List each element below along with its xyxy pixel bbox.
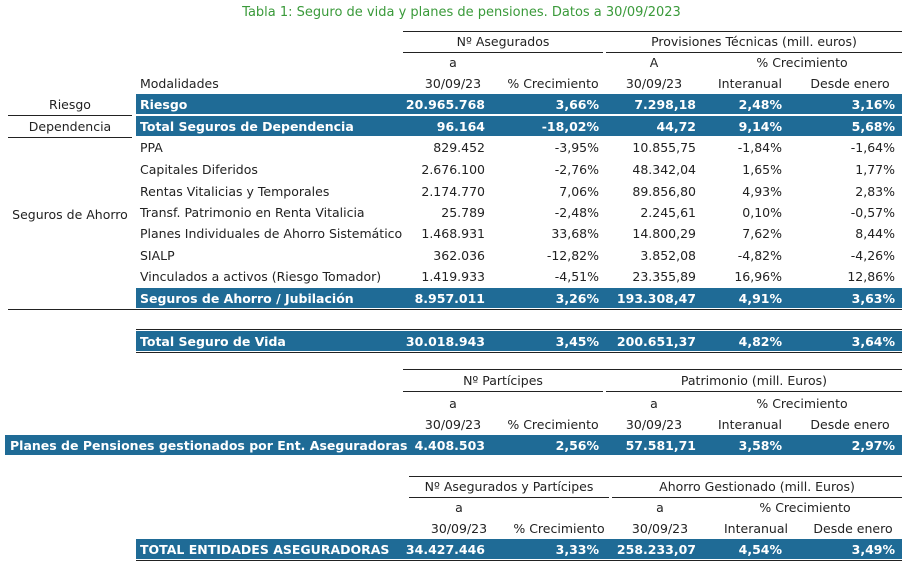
cell: -12,82% bbox=[546, 248, 599, 263]
cell: 2,56% bbox=[555, 438, 599, 453]
cell: 8,44% bbox=[855, 226, 895, 241]
header-date: 30/09/23 bbox=[430, 521, 488, 536]
row-label: Vinculados a activos (Riesgo Tomador) bbox=[140, 269, 382, 284]
divider bbox=[403, 31, 902, 32]
divider bbox=[136, 560, 902, 561]
cell: -2,48% bbox=[554, 205, 599, 220]
header-crec-col: % Crecimiento bbox=[507, 417, 599, 432]
header-interanual: Interanual bbox=[718, 417, 782, 432]
header-a: a bbox=[656, 500, 664, 515]
cell: 2,83% bbox=[855, 184, 895, 199]
divider bbox=[409, 476, 902, 477]
cell: 3,45% bbox=[555, 334, 599, 349]
header-a: a bbox=[455, 500, 463, 515]
header-interanual: Interanual bbox=[724, 521, 788, 536]
header-date: 30/09/23 bbox=[625, 76, 683, 91]
divider bbox=[409, 497, 609, 498]
cell: 258.233,07 bbox=[616, 542, 696, 557]
cell: 23.355,89 bbox=[632, 269, 696, 284]
row-label: Rentas Vitalicias y Temporales bbox=[140, 184, 330, 199]
cell: 829.452 bbox=[433, 140, 485, 155]
cell: 16,96% bbox=[734, 269, 782, 284]
divider bbox=[606, 391, 902, 392]
row-label: PPA bbox=[140, 140, 163, 155]
cell: 48.342,04 bbox=[632, 162, 696, 177]
cell: 0,10% bbox=[742, 205, 782, 220]
header-modalidades: Modalidades bbox=[140, 76, 219, 91]
cell: -0,57% bbox=[850, 205, 895, 220]
header-crec-col: % Crecimiento bbox=[507, 76, 599, 91]
cell: 20.965.768 bbox=[405, 97, 485, 112]
cell: 2.676.100 bbox=[421, 162, 485, 177]
header-crec-col: % Crecimiento bbox=[513, 521, 605, 536]
divider bbox=[606, 52, 902, 53]
cell: 44,72 bbox=[656, 119, 696, 134]
cell: 8.957.011 bbox=[414, 291, 485, 306]
header-crecimiento: % Crecimiento bbox=[756, 55, 848, 70]
cell: 25.789 bbox=[441, 205, 485, 220]
cell: 2.245,61 bbox=[640, 205, 696, 220]
cell: 3,66% bbox=[555, 97, 599, 112]
cell: 3.852,08 bbox=[640, 248, 696, 263]
divider bbox=[403, 391, 603, 392]
table-title: Tabla 1: Seguro de vida y planes de pensiones. Datos a 30/09/2023 bbox=[242, 5, 681, 20]
header-a: a bbox=[650, 396, 658, 411]
cell: 3,64% bbox=[851, 334, 895, 349]
cell: 10.855,75 bbox=[632, 140, 696, 155]
cell: 4.408.503 bbox=[414, 438, 485, 453]
header-A: A bbox=[649, 55, 659, 70]
row-label-dependencia: Total Seguros de Dependencia bbox=[140, 119, 354, 134]
row-label: SIALP bbox=[140, 248, 175, 263]
header-a: a bbox=[449, 55, 457, 70]
divider bbox=[8, 115, 132, 116]
cell: 89.856,80 bbox=[632, 184, 696, 199]
cell: 3,49% bbox=[851, 542, 895, 557]
row-label: Planes Individuales de Ahorro Sistemático bbox=[140, 226, 403, 241]
cell: -1,84% bbox=[737, 140, 782, 155]
divider bbox=[403, 369, 902, 370]
cell: 3,26% bbox=[555, 291, 599, 306]
header-asegurados: Nº Asegurados bbox=[456, 34, 550, 49]
cell: -4,82% bbox=[737, 248, 782, 263]
header-provisiones: Provisiones Técnicas (mill. euros) bbox=[651, 34, 857, 49]
cell: -4,51% bbox=[554, 269, 599, 284]
row-label: Capitales Diferidos bbox=[140, 162, 258, 177]
cell: 4,93% bbox=[742, 184, 782, 199]
cell: 1.419.933 bbox=[421, 269, 485, 284]
cell: 5,68% bbox=[851, 119, 895, 134]
cell: 7,62% bbox=[742, 226, 782, 241]
cell: 1,65% bbox=[742, 162, 782, 177]
header-a: a bbox=[449, 396, 457, 411]
cell: -2,76% bbox=[554, 162, 599, 177]
cell: 3,63% bbox=[851, 291, 895, 306]
cell: 7.298,18 bbox=[634, 97, 696, 112]
cell: 96.164 bbox=[436, 119, 485, 134]
header-desde-enero: Desde enero bbox=[810, 417, 890, 432]
header-asegurados-participes: Nº Asegurados y Partícipes bbox=[424, 479, 594, 494]
header-date: 30/09/23 bbox=[424, 76, 482, 91]
divider bbox=[612, 497, 902, 498]
cell: -1,64% bbox=[850, 140, 895, 155]
cell: -18,02% bbox=[541, 119, 599, 134]
cell: 1,77% bbox=[855, 162, 895, 177]
header-date: 30/09/23 bbox=[625, 417, 683, 432]
cell: 1.468.931 bbox=[421, 226, 485, 241]
header-participes: Nº Partícipes bbox=[463, 373, 543, 388]
divider bbox=[8, 137, 132, 138]
cell: 57.581,71 bbox=[625, 438, 696, 453]
cell: 3,33% bbox=[555, 542, 599, 557]
header-crecimiento: % Crecimiento bbox=[759, 500, 851, 515]
cell: 30.018.943 bbox=[405, 334, 485, 349]
divider bbox=[403, 52, 603, 53]
header-patrimonio: Patrimonio (mill. Euros) bbox=[680, 373, 828, 388]
header-desde-enero: Desde enero bbox=[810, 76, 890, 91]
cell: 3,58% bbox=[738, 438, 782, 453]
row-label-total-vida: Total Seguro de Vida bbox=[140, 334, 286, 349]
cell: 4,82% bbox=[738, 334, 782, 349]
cell: 2,97% bbox=[851, 438, 895, 453]
cell: -4,26% bbox=[850, 248, 895, 263]
row-label-riesgo: Riesgo bbox=[140, 97, 188, 112]
divider bbox=[8, 309, 902, 310]
divider bbox=[136, 329, 902, 330]
group-label-riesgo: Riesgo bbox=[49, 97, 91, 112]
divider bbox=[136, 352, 902, 353]
group-label-ahorro: Seguros de Ahorro bbox=[12, 207, 128, 222]
cell: 7,06% bbox=[559, 184, 599, 199]
cell: 9,14% bbox=[738, 119, 782, 134]
header-interanual: Interanual bbox=[718, 76, 782, 91]
header-desde-enero: Desde enero bbox=[813, 521, 893, 536]
row-label-ahorro-total: Seguros de Ahorro / Jubilación bbox=[140, 291, 354, 306]
header-ahorro-gestionado: Ahorro Gestionado (mill. Euros) bbox=[659, 479, 855, 494]
cell: 3,16% bbox=[851, 97, 895, 112]
cell: 12,86% bbox=[847, 269, 895, 284]
row-label-planes-pensiones: Planes de Pensiones gestionados por Ent. Aseguradoras bbox=[10, 438, 408, 453]
cell: 33,68% bbox=[551, 226, 599, 241]
cell: -3,95% bbox=[554, 140, 599, 155]
header-date: 30/09/23 bbox=[424, 417, 482, 432]
cell: 362.036 bbox=[433, 248, 485, 263]
cell: 34.427.446 bbox=[405, 542, 485, 557]
cell: 200.651,37 bbox=[616, 334, 696, 349]
row-label-total-entidades: TOTAL ENTIDADES ASEGURADORAS bbox=[140, 542, 390, 557]
cell: 2.174.770 bbox=[421, 184, 485, 199]
cell: 193.308,47 bbox=[616, 291, 696, 306]
cell: 14.800,29 bbox=[632, 226, 696, 241]
header-crecimiento: % Crecimiento bbox=[756, 396, 848, 411]
row-label: Transf. Patrimonio en Renta Vitalicia bbox=[140, 205, 365, 220]
group-label-dependencia: Dependencia bbox=[28, 119, 112, 134]
header-date: 30/09/23 bbox=[631, 521, 689, 536]
cell: 2,48% bbox=[738, 97, 782, 112]
cell: 4,54% bbox=[738, 542, 782, 557]
cell: 4,91% bbox=[738, 291, 782, 306]
